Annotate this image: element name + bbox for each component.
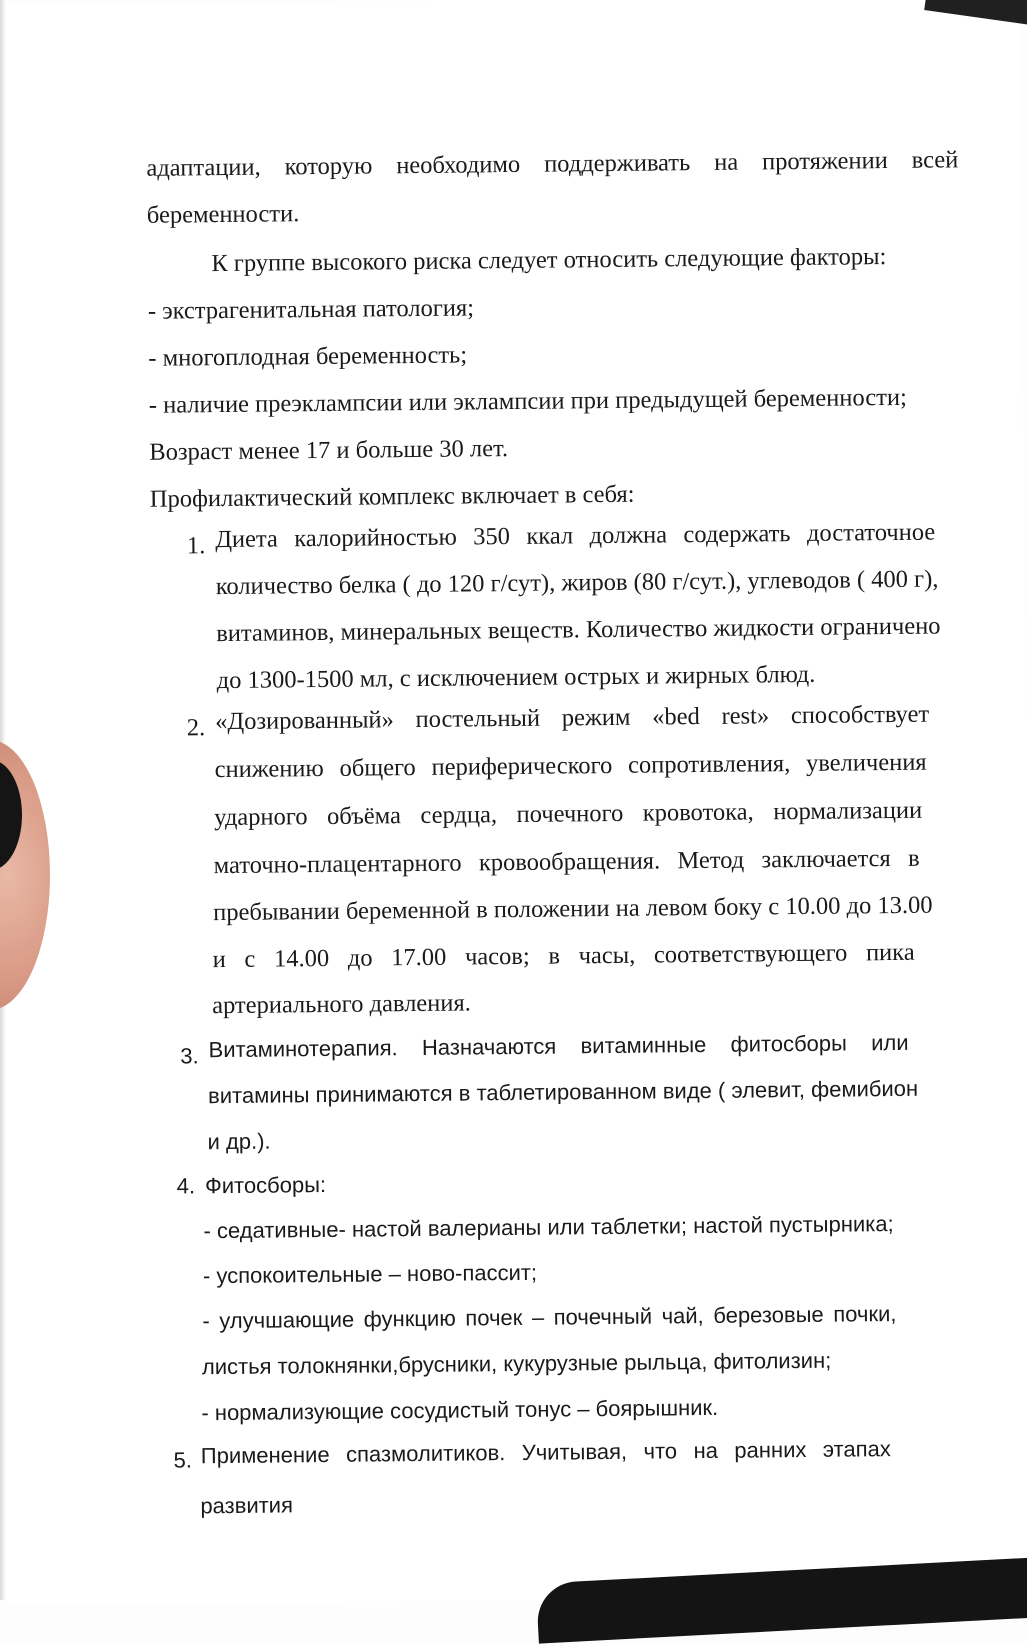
list-item-line: Применение спазмолитиков. Учитывая, что на ранних этапах bbox=[200, 1436, 891, 1469]
complex-title: Профилактический комплекс включает в себя: bbox=[149, 480, 635, 513]
list-item-line: и с 14.00 до 17.00 часов; в часы, соответствующего пика bbox=[212, 938, 915, 974]
paragraph-line: беременности. bbox=[146, 200, 300, 229]
list-item-line: - нормализующие сосудистый тонус – боярышник. bbox=[201, 1394, 719, 1426]
risk-factor-item: - наличие преэклампсии или эклампсии при предыдущей беременности; bbox=[148, 383, 907, 419]
list-item-line: - улучшающие функцию почек – почечный чай, березовые почки, bbox=[202, 1301, 897, 1334]
list-item-line: витаминов, минеральных веществ. Количество жидкости ограничено bbox=[216, 612, 941, 648]
paragraph-line: адаптации, которую необходимо поддерживать на протяжении всей bbox=[146, 146, 959, 182]
list-item-line: пребывании беременной в положении на левом боку с 10.00 до 13.00 bbox=[213, 891, 933, 927]
list-item-line: Витаминотерапия. Назначаются витаминные фитосборы или bbox=[208, 1029, 909, 1063]
risk-factor-item: - экстрагенитальная патология; bbox=[147, 294, 475, 325]
list-item-line: - успокоительные – ново-пассит; bbox=[202, 1259, 538, 1289]
list-item-line: витамины принимаются в таблетированном виде ( элевит, фемибион bbox=[207, 1075, 919, 1109]
list-item-line: до 1300-1500 мл, с исключением острых и жирных блюд. bbox=[216, 660, 816, 695]
list-item-line: Диета калорийностью 350 ккал должна содержать достаточное bbox=[215, 518, 936, 554]
list-item-number: 5. bbox=[173, 1447, 193, 1473]
list-item-line: количество белка ( до 120 г/сут), жиров (80 г/сут.), углеводов ( 400 г), bbox=[215, 565, 939, 601]
list-item-line: снижению общего периферического сопротивления, увеличения bbox=[214, 748, 927, 784]
list-item-line: и др.). bbox=[207, 1128, 271, 1155]
list-item-line: «Дозированный» постельный режим «bed rest» способствует bbox=[215, 700, 930, 736]
list-item-number: 2. bbox=[186, 714, 206, 742]
list-item-number: 1. bbox=[186, 532, 206, 560]
risk-factor-item: - многоплодная беременность; bbox=[148, 341, 468, 372]
list-item-line: листья толокнянки,брусники, кукурузные рыльца, фитолизин; bbox=[201, 1347, 832, 1380]
list-item-line: развития bbox=[200, 1492, 294, 1519]
list-item-line: Фитосборы: bbox=[204, 1171, 327, 1199]
paragraph-heading: К группе высокого риска следует относить следующие факторы: bbox=[211, 243, 887, 278]
list-item-number: 3. bbox=[180, 1043, 199, 1069]
list-item-number: 4. bbox=[176, 1173, 196, 1199]
list-item-line: ударного объёма сердца, почечного кровотока, нормализации bbox=[214, 796, 923, 832]
list-item-line: - седативные- настой валерианы или таблетки; настой пустырника; bbox=[203, 1211, 894, 1244]
list-item-line: маточно-плацентарного кровообращения. Метод заключается в bbox=[213, 844, 920, 880]
list-item-line: артериального давления. bbox=[211, 989, 471, 1020]
risk-factor-item: Возраст менее 17 и больше 30 лет. bbox=[149, 435, 509, 466]
